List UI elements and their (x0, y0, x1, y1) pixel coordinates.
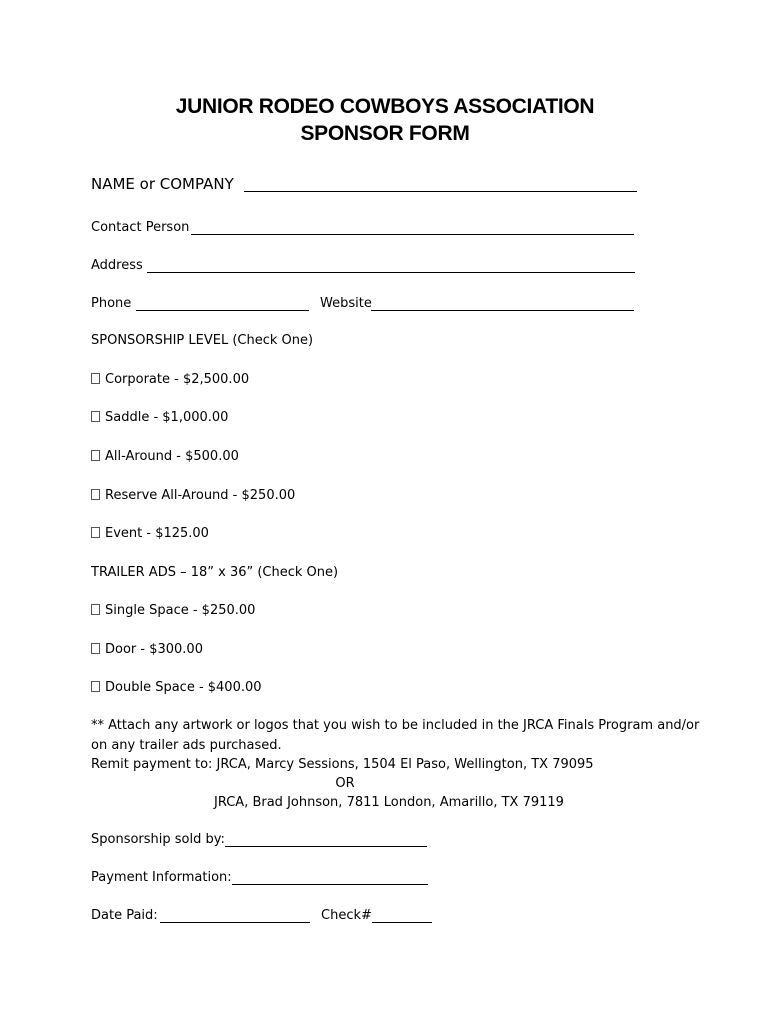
sponsorship-option[interactable] (91, 371, 249, 389)
trailer-ad-option-label: Door - $300.00 (105, 642, 203, 657)
attach-note-line2: on any trailer ads purchased. (91, 738, 282, 753)
name-company-field[interactable] (244, 191, 637, 192)
checkbox[interactable] (91, 450, 100, 461)
trailer-ad-option-label: Double Space - $400.00 (105, 680, 262, 695)
sponsorship-option[interactable] (91, 448, 239, 466)
name-company-label: NAME or COMPANY (91, 175, 234, 193)
trailer-ad-option[interactable] (91, 641, 203, 659)
alternate-address: JRCA, Brad Johnson, 7811 London, Amarillo, TX 79119 (214, 795, 564, 810)
payment-info-field[interactable] (232, 884, 428, 885)
trailer-ad-option-label: Single Space - $250.00 (105, 603, 256, 618)
sponsorship-option-label: Corporate - $2,500.00 (105, 372, 250, 387)
sold-by-label: Sponsorship sold by: (91, 832, 225, 847)
checkbox[interactable] (91, 489, 100, 500)
sponsorship-option-label: Event - $125.00 (105, 526, 209, 541)
check-number-field[interactable] (372, 922, 432, 923)
or-separator: OR (335, 776, 355, 791)
checkbox[interactable] (91, 411, 100, 422)
contact-person-label: Contact Person (91, 220, 190, 235)
date-paid-label: Date Paid: (91, 908, 158, 923)
date-paid-field[interactable] (160, 922, 310, 923)
trailer-ads-heading: TRAILER ADS – 18” x 36” (Check One) (91, 565, 339, 580)
check-number-label: Check# (321, 908, 372, 923)
sponsorship-option-label: Reserve All-Around - $250.00 (105, 488, 296, 503)
checkbox[interactable] (91, 527, 100, 538)
sponsorship-option[interactable] (91, 525, 209, 543)
payment-info-label: Payment Information: (91, 870, 232, 885)
website-label: Website (320, 296, 372, 311)
trailer-ad-option[interactable] (91, 602, 255, 620)
remit-payment-line: Remit payment to: JRCA, Marcy Sessions, 1504 El Paso, Wellington, TX 79095 (91, 757, 594, 772)
sponsorship-option[interactable] (91, 487, 295, 505)
sponsorship-level-heading: SPONSORSHIP LEVEL (Check One) (91, 333, 314, 348)
address-label: Address (91, 258, 143, 273)
address-field[interactable] (147, 272, 635, 273)
checkbox[interactable] (91, 604, 100, 615)
sponsorship-option-label: Saddle - $1,000.00 (105, 410, 229, 425)
sponsorship-option[interactable] (91, 409, 228, 427)
trailer-ad-option[interactable] (91, 679, 262, 697)
attach-note-line1: ** Attach any artwork or logos that you wish to be included in the JRCA Finals Program and/or (91, 718, 700, 733)
contact-person-field[interactable] (191, 234, 634, 235)
checkbox[interactable] (91, 681, 100, 692)
form-title: JUNIOR RODEO COWBOYS ASSOCIATION (175, 95, 595, 118)
form-subtitle: SPONSOR FORM (300, 122, 470, 145)
phone-field[interactable] (136, 310, 309, 311)
checkbox[interactable] (91, 373, 100, 384)
sold-by-field[interactable] (225, 846, 427, 847)
phone-label: Phone (91, 296, 132, 311)
website-field[interactable] (371, 310, 634, 311)
checkbox[interactable] (91, 643, 100, 654)
sponsorship-option-label: All-Around - $500.00 (105, 449, 239, 464)
